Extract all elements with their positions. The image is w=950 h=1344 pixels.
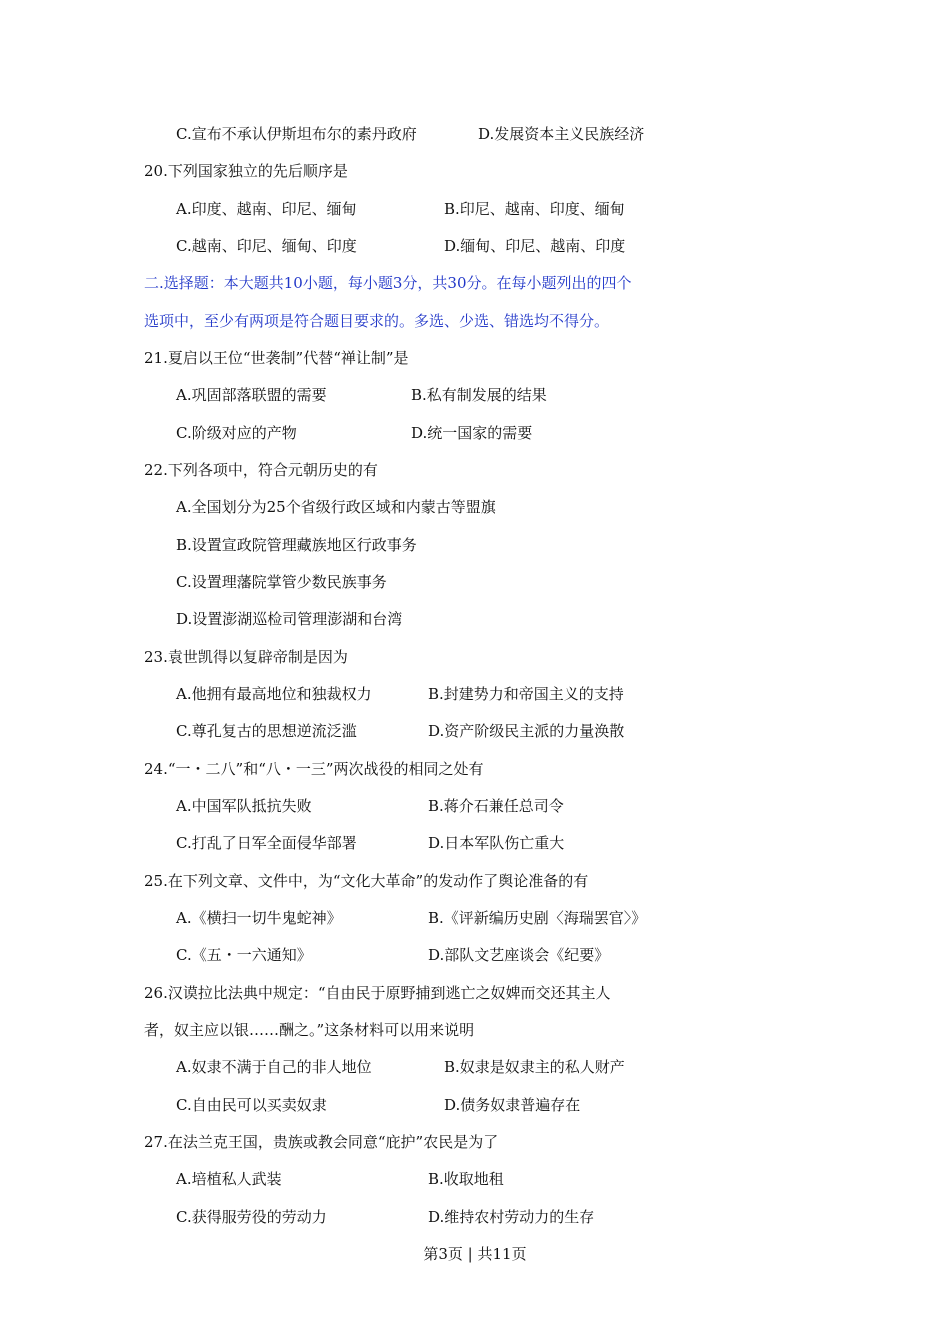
option-line: D.日本军队伤亡重大 <box>428 834 565 852</box>
question-line: 20.下列国家独立的先后顺序是 <box>144 162 348 180</box>
option-line: A.全国划分为25个省级行政区域和内蒙古等盟旗 <box>176 498 496 516</box>
option-line: B.收取地租 <box>428 1170 504 1188</box>
option-line: C.《五・一六通知》 <box>176 946 312 964</box>
option-line: A.《横扫一切牛鬼蛇神》 <box>176 909 342 927</box>
option-line: B.蒋介石兼任总司令 <box>428 797 564 815</box>
question-line: 27.在法兰克王国，贵族或教会同意“庇护”农民是为了 <box>144 1133 499 1151</box>
option-line: D.缅甸、印尼、越南、印度 <box>444 237 626 255</box>
question-line: 21.夏启以王位“世袭制”代替“禅让制”是 <box>144 349 409 367</box>
option-line: B.私有制发展的结果 <box>411 386 547 404</box>
option-line: D.发展资本主义民族经济 <box>478 125 645 143</box>
option-line: A.他拥有最高地位和独裁权力 <box>176 685 372 703</box>
option-line: A.巩固部落联盟的需要 <box>176 386 327 404</box>
option-line: C.获得服劳役的劳动力 <box>176 1208 327 1226</box>
option-line: C.自由民可以买卖奴隶 <box>176 1096 327 1114</box>
question-line: 23.袁世凯得以复辟帝制是因为 <box>144 648 348 666</box>
question-line: 者，奴主应以银……酬之。”这条材料可以用来说明 <box>144 1021 475 1039</box>
option-line: C.设置理藩院掌管少数民族事务 <box>176 573 387 591</box>
option-line: B.奴隶是奴隶主的私人财产 <box>444 1058 625 1076</box>
option-line: D.维持农村劳动力的生存 <box>428 1208 595 1226</box>
question-line: 26.汉谟拉比法典中规定：“自由民于原野捕到逃亡之奴婢而交还其主人 <box>144 984 611 1002</box>
option-line: A.培植私人武装 <box>176 1170 282 1188</box>
option-line: C.宣布不承认伊斯坦布尔的素丹政府 <box>176 125 417 143</box>
option-line: A.奴隶不满于自己的非人地位 <box>176 1058 372 1076</box>
option-line: B.封建势力和帝国主义的支持 <box>428 685 624 703</box>
option-line: C.越南、印尼、缅甸、印度 <box>176 237 357 255</box>
question-line: 25.在下列文章、文件中，为“文化大革命”的发动作了舆论准备的有 <box>144 872 589 890</box>
option-line: C.阶级对应的产物 <box>176 424 297 442</box>
option-line: B.印尼、越南、印度、缅甸 <box>444 200 625 218</box>
question-line: 22.下列各项中，符合元朝历史的有 <box>144 461 378 479</box>
question-line: 24.“一・二八”和“八・一三”两次战役的相同之处有 <box>144 760 484 778</box>
option-line: D.债务奴隶普遍存在 <box>444 1096 581 1114</box>
option-line: A.印度、越南、印尼、缅甸 <box>176 200 357 218</box>
option-line: A.中国军队抵抗失败 <box>176 797 312 815</box>
section-heading-line: 二.选择题：本大题共10小题，每小题3分，共30分。在每小题列出的四个 <box>144 274 632 292</box>
section-heading-line: 选项中，至少有两项是符合题目要求的。多选、少选、错选均不得分。 <box>144 312 610 330</box>
option-line: B.《评新编历史剧〈海瑞罢官〉》 <box>428 909 647 927</box>
option-line: D.部队文艺座谈会《纪要》 <box>428 946 610 964</box>
option-line: D.资产阶级民主派的力量涣散 <box>428 722 625 740</box>
option-line: D.统一国家的需要 <box>411 424 533 442</box>
option-line: D.设置澎湖巡检司管理澎湖和台湾 <box>176 610 403 628</box>
option-line: C.尊孔复古的思想逆流泛滥 <box>176 722 357 740</box>
option-line: C.打乱了日军全面侵华部署 <box>176 834 357 852</box>
page-footer: 第3页 | 共11页 <box>423 1245 527 1263</box>
option-line: B.设置宣政院管理藏族地区行政事务 <box>176 536 417 554</box>
